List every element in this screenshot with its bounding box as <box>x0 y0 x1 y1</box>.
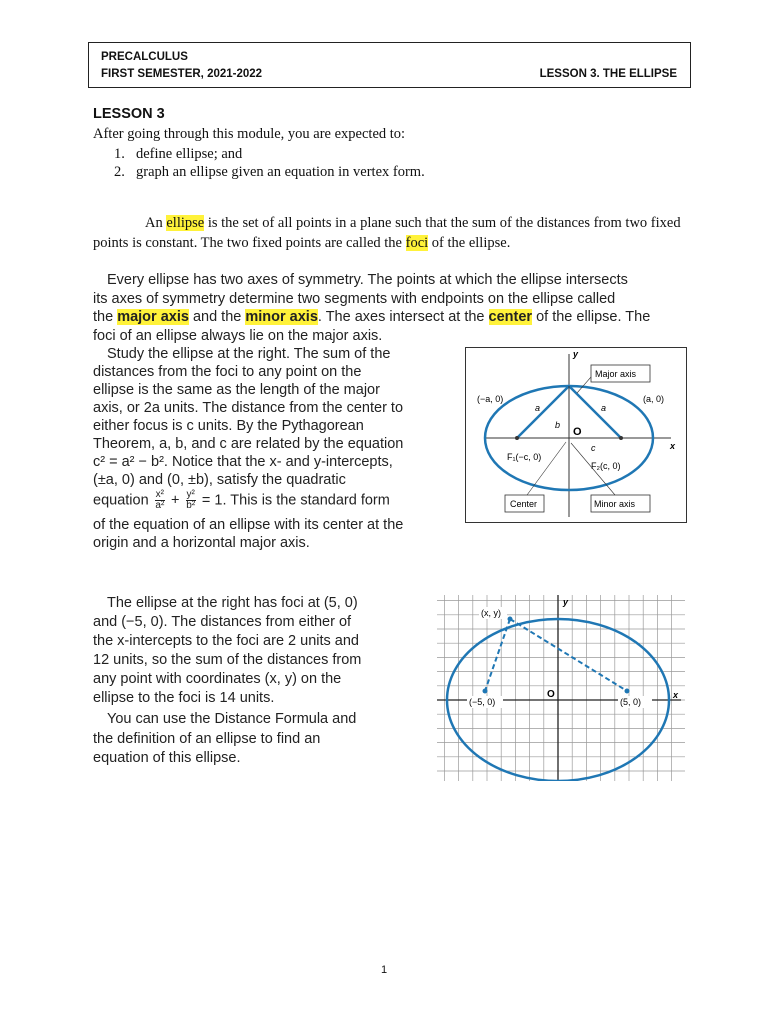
objective-text: define ellipse; and <box>136 146 243 162</box>
focus-left <box>483 689 488 694</box>
y-fraction: $\frac{\text{y²}}{\text{b²}}$ <box>186 489 196 511</box>
right-vertex-label: (a, 0) <box>643 394 665 404</box>
ellipse-term: ellipse <box>166 215 205 231</box>
focus-right <box>619 436 623 440</box>
page-number: 1 <box>380 964 388 976</box>
point-label: (x, y) <box>481 608 501 618</box>
minor-axis-term: minor axis <box>245 309 318 325</box>
objective-1 <box>114 146 242 163</box>
center-label: Center <box>510 499 538 509</box>
svg-text:b: b <box>555 420 561 430</box>
right-focus-label: (5, 0) <box>620 697 642 707</box>
lesson-title: LESSON 3 <box>93 106 165 122</box>
svg-text:c: c <box>591 443 596 453</box>
x-axis-label: x <box>670 441 676 451</box>
y-axis-label: y <box>573 349 579 359</box>
ellipse-definition: An ellipse is the set of all points in a plane such that the sum of the distances from two fixed points is constant. The two fixed points are called the foci of the ellipse. <box>93 215 681 251</box>
ellipse-grid-diagram <box>437 595 685 781</box>
foci-term: foci <box>405 235 429 251</box>
x-axis-label: x <box>673 690 679 700</box>
intro-text: After going through this module, you are expected to: <box>93 126 406 142</box>
objective-2 <box>114 164 425 181</box>
major-axis-label: Major axis <box>595 369 637 379</box>
focus-right <box>625 689 630 694</box>
origin-label: O <box>547 689 555 700</box>
focus2-label: F₂(c, 0) <box>591 461 621 471</box>
page-header <box>88 42 691 88</box>
major-axis-term: major axis <box>117 309 189 325</box>
course-name: PRECALCULUS <box>101 51 188 63</box>
semester: FIRST SEMESTER, 2021-2022 <box>101 68 263 80</box>
point-xy <box>508 617 513 622</box>
lesson-header-title: LESSON 3. THE ELLIPSE <box>539 68 677 80</box>
svg-text:a: a <box>601 403 607 413</box>
standard-form-equation: equation $\frac{\text{x²}}{\text{a²}}$ + $\frac{\text{y²}}{\text{b²}}$ = 1. This is the standard form <box>93 489 390 511</box>
objective-number: 1. <box>114 146 125 162</box>
minor-axis-label: Minor axis <box>594 499 636 509</box>
left-vertex-label: (−a, 0) <box>477 394 504 404</box>
center-term: center <box>488 309 533 325</box>
objective-text: graph an ellipse given an equation in vertex form. <box>136 164 425 180</box>
focus-left <box>515 436 519 440</box>
origin-label: O <box>573 426 582 438</box>
ellipse-parts-diagram <box>465 347 687 523</box>
left-focus-label: (−5, 0) <box>469 697 496 707</box>
svg-text:a: a <box>535 403 541 413</box>
objective-number: 2. <box>114 164 125 180</box>
focus1-label: F₁(−c, 0) <box>507 452 542 462</box>
x-fraction: $\frac{\text{x²}}{\text{a²}}$ <box>155 489 165 511</box>
y-axis-label: y <box>563 597 569 607</box>
